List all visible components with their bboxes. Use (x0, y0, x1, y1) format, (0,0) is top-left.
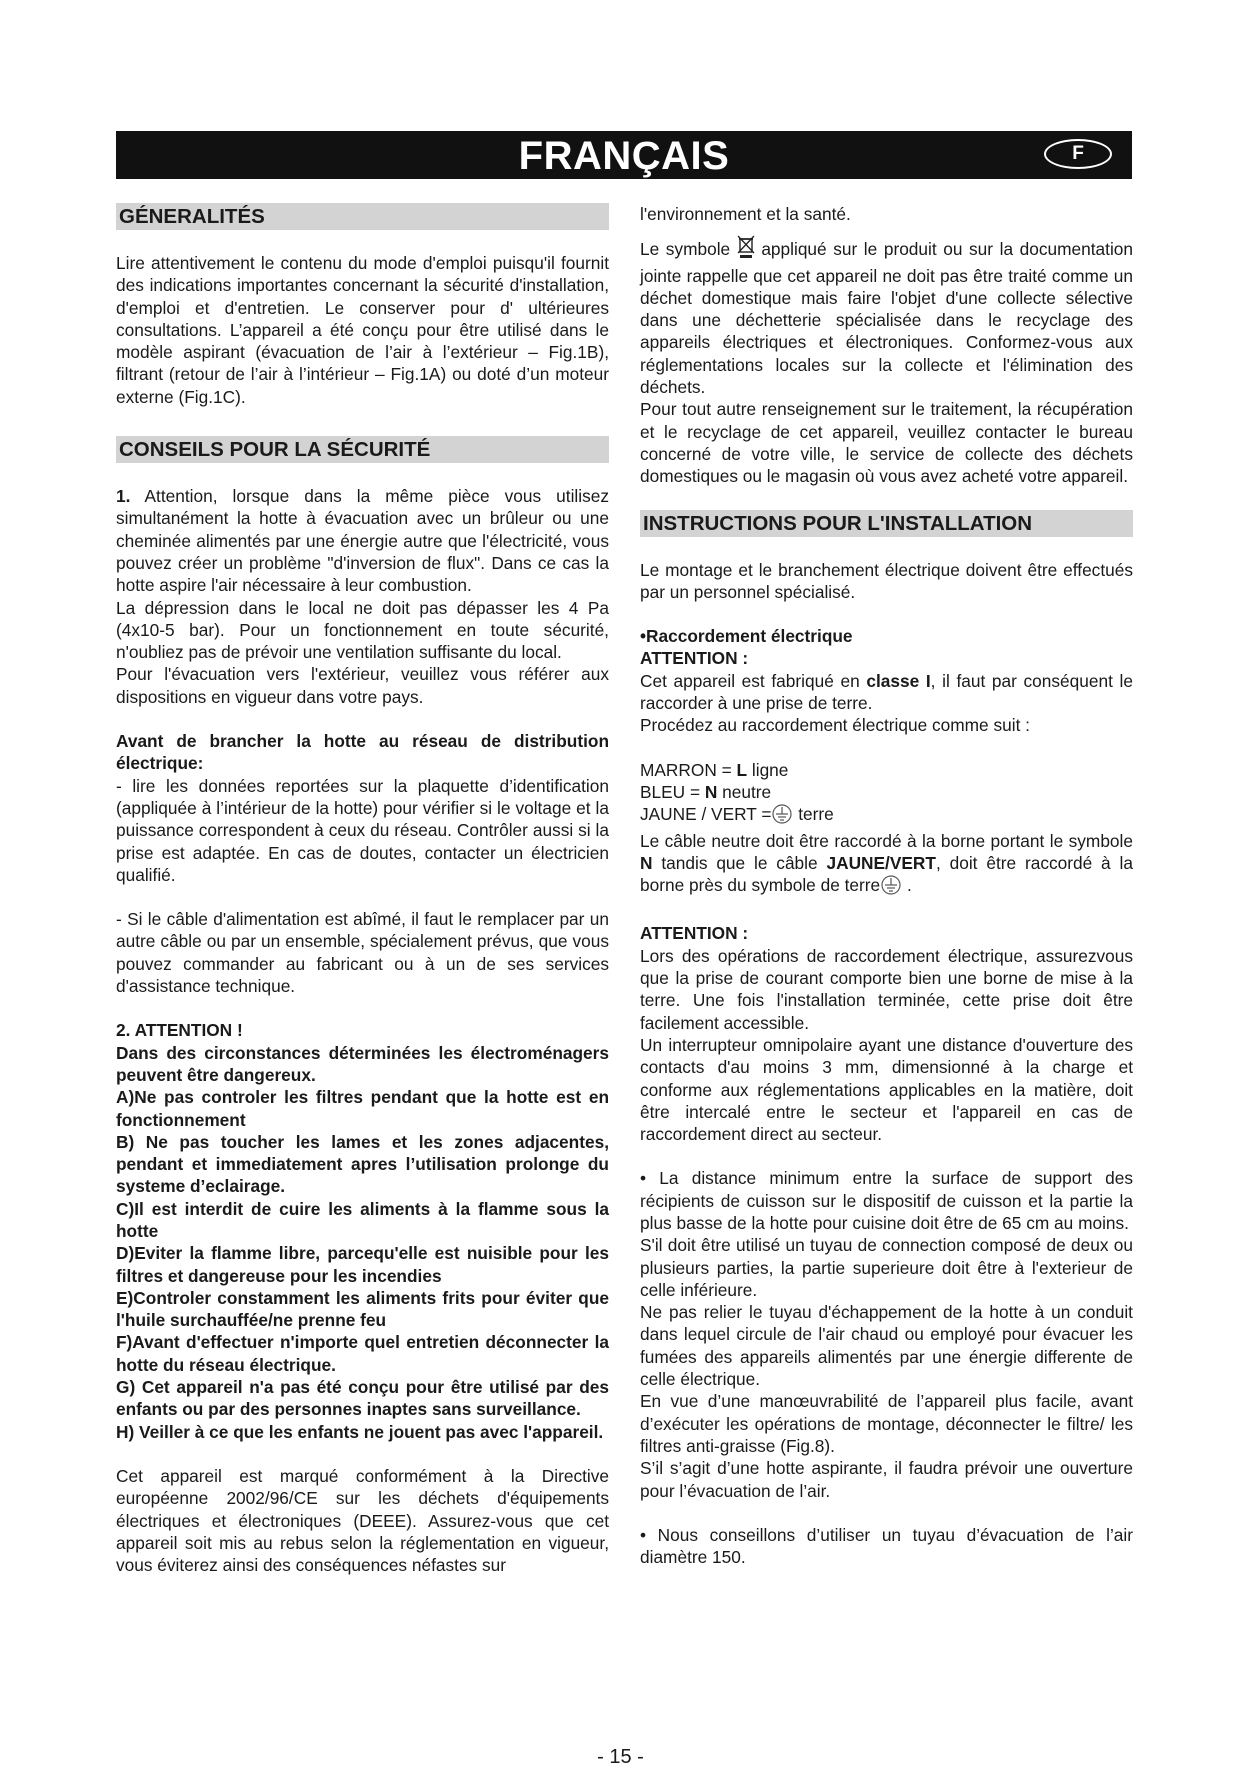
attention-item: A)Ne pas controler les filtres pendant que la hotte est en fonctionnement (116, 1087, 609, 1130)
avant-brancher-text: - lire les données reportées sur la plaquette d’identification (appliquée à l’intérieur de la hotte) pour vérifier si le voltage et la puissance correspondent à ceux du réseau. Contrôler aussi si la prise est adaptée. En cas de doutes, contacter un électricien qualifié. (116, 775, 609, 885)
wire-bleu (640, 781, 1133, 803)
symbole-paragraph (640, 235, 1133, 398)
page-number: - 15 - (597, 1746, 644, 1768)
wire-desc: ligne (751, 759, 789, 780)
securite-p1-text: Attention, lorsque dans la même pièce vous utilisez simultanément la hotte à évacuation avec un brûleur ou une cheminée alimentés par une énergie autre que l'électricité, vous pouvez créer un problème "d'inversion de flux". Dans ce cas la hotte aspire l'air nécessaire à leur combustion. (116, 486, 609, 596)
classe-label: classe I (866, 670, 931, 691)
fabrique-end: , il faut par conséquent le raccorder à une prise de terre. (640, 670, 1133, 714)
relier-text: Ne pas relier le tuyau d'échappement de la hotte à un conduit dans lequel circule de l'air chaud ou employé pour évacuer les fumées des appareils alimentés par une énergie differente de celle électrique. (640, 1302, 1133, 1390)
attention-2-title: 2. ATTENTION ! (116, 1020, 243, 1041)
neutre-n: N (640, 852, 653, 873)
language-badge: F (1044, 139, 1112, 169)
wire-label: JAUNE / VERT = (640, 804, 772, 825)
wire-label: MARRON = (640, 759, 732, 780)
wire-marron (640, 759, 1133, 781)
wire-jaune-vert (640, 803, 1133, 829)
securite-paragraph-2: La dépression dans le local ne doit pas dépasser les 4 Pa (4x10-5 bar). Pour un fonctionnement en toute sécurité, n'oubliez pas de prévoir une ventilation suffisante du local. (116, 597, 609, 663)
neutre-mid: tandis que le câble (661, 852, 818, 873)
manoeuvre-text: En vue d’une manœuvrabilité de l’appareil plus facile, avant d’exécuter les opérations de montage, déconnecter le filtre/ les filtres anti-graisse (Fig.8). (640, 1391, 1133, 1456)
right-column (640, 203, 1133, 1568)
deee-text: Cet appareil est marqué conformément à la Directive européenne 2002/96/CE sur les déchets d'équipements électriques et électroniques (DEEE). Assurez-vous que cet appareil soit mis au rebus selon la réglementation en vigueur, vous éviterez ainsi des conséquences néfastes sur (116, 1465, 609, 1576)
left-column (116, 203, 609, 1576)
fabrique-text (640, 670, 1133, 715)
attention-item: B) Ne pas toucher les lames et les zones adjacentes, pendant et immediatement apres l’utilisation prolonge du systeme d’eclairage. (116, 1131, 609, 1197)
attention-item: D)Eviter la flamme libre, parcequ'elle est nuisible pour les filtres et dangereuse pour les incendies (116, 1243, 609, 1286)
language-title: FRANÇAIS (518, 134, 730, 178)
fabrique-start: Cet appareil est fabriqué en (640, 670, 860, 691)
weee-bin-icon (737, 235, 755, 264)
language-banner (116, 131, 1132, 179)
symbole-rest: appliqué sur le produit ou sur la documentation jointe rappelle que cet appareil ne doit pas être traité comme un déchet domestique mais faire l'objet d'une collecte sélective dans une déchetterie spécialisée dans le recyclage des appareils électriques et électroniques. Conformez-vous aux réglementations locales sur la collecte et l'élimination des déchets. (640, 239, 1133, 398)
conseil-text: • Nous conseillons d’utiliser un tuyau d’évacuation de l’air diamètre 150. (640, 1524, 1133, 1568)
symbole-start: Le symbole (640, 239, 731, 260)
neutre-end: , doit être raccordé à la borne près du symbole de terre (640, 852, 1133, 896)
attention-item: G) Cet appareil n'a pas été conçu pour être utilisé par des enfants ou par des personnes inaptes sans surveillance. (116, 1377, 609, 1420)
neutre-text (640, 830, 1133, 901)
section-heading-generalites: GÉNERALITÉS (116, 203, 609, 230)
earth-ground-icon (880, 875, 902, 900)
attention-item: C)Il est interdit de cuire les aliments à la flamme sous la hotte (116, 1198, 609, 1241)
renseignement-text: Pour tout autre renseignement sur le traitement, la récupération et le recyclage de cet appareil, veuillez contacter le bureau concerné de votre ville, le service de collecte des déchets domestiques ou le magasin où vous avez acheté votre appareil. (640, 399, 1133, 487)
item-number: 1. (116, 486, 131, 507)
attention-item: H) Veiller à ce que les enfants ne jouent pas avec l'appareil. (116, 1421, 604, 1442)
wire-label: BLEU = (640, 781, 701, 802)
section-heading-securite: CONSEILS POUR LA SÉCURITÉ (116, 436, 609, 463)
procedez-text: Procédez au raccordement électrique comme suit : (640, 715, 1030, 736)
interrupteur-text: Un interrupteur omnipolaire ayant une distance d'ouverture des contacts d'au moins 3 mm, dimensionné à la charge et conforme aux réglementations applicables en la matière, doit être intercalé entre le secteur et l'appareil en cas de raccordement direct au secteur. (640, 1034, 1133, 1145)
securite-paragraph-1 (116, 485, 609, 596)
cable-text: - Si le câble d'alimentation est abîmé, il faut le remplacer par un autre câble ou par un ensemble, spécialement prévus, que vous pouvez commander au fabricant ou à un de ses services d'assistance technique. (116, 909, 609, 997)
wire-code: L (736, 759, 748, 780)
operations-text: Lors des opérations de raccordement électrique, assurezvous que la prise de courant comporte bien une borne de mise à la terre. Une fois l'installation terminée, cette prise doit être facilement accessible. (640, 945, 1133, 1033)
aspirante-text: S’il s’agit d’une hotte aspirante, il faudra prévoir une ouverture pour l’évacuation de l’air. (640, 1458, 1133, 1501)
attention-label: ATTENTION : (640, 648, 749, 669)
distance-text: • La distance minimum entre la surface de support des récipients de cuisson sur le dispositif de cuisson et la partie la plus basse de la hotte pour cuisine doit être de 65 cm au moins. (640, 1168, 1133, 1233)
securite-paragraph-3: Pour l'évacuation vers l'extérieur, veuillez vous référer aux dispositions en vigueur dans votre pays. (116, 664, 609, 707)
wire-code: N (704, 781, 718, 802)
earth-ground-icon (771, 804, 793, 829)
neutre-dot: . (906, 875, 912, 896)
attention-item: F)Avant d'effectuer n'importe quel entretien déconnecter la hotte du réseau électrique. (116, 1332, 609, 1375)
attention-label-2: ATTENTION : (640, 923, 749, 944)
section-heading-installation: INSTRUCTIONS POUR L'INSTALLATION (640, 510, 1133, 537)
raccordement-title: •Raccordement électrique (640, 626, 853, 647)
wire-desc: neutre (722, 781, 772, 802)
neutre-start: Le câble neutre doit être raccordé à la borne portant le symbole (640, 830, 1133, 851)
environnement-text: l'environnement et la santé. (640, 204, 851, 224)
wire-desc: terre (798, 804, 834, 825)
attention-item: E)Controler constamment les aliments frits pour éviter que l'huile surchauffée/ne prenne feu (116, 1287, 609, 1331)
attention-item: Dans des circonstances déterminées les électroménagers peuvent être dangereux. (116, 1042, 609, 1085)
generalites-text: Lire attentivement le contenu du mode d'emploi puisqu'il fournit des indications importantes concernant la sécurité d'installation, d'emploi et d'entretien. Le conserver pour d' ultérieures consultations. L’appareil a été conçu pour être utilisé dans le modèle aspirant (évacuation de l’air à l’extérieur – Fig.1B), filtrant (retour de l’air à l’intérieur – Fig.1A) ou doté d’un moteur externe (Fig.1C). (116, 253, 609, 407)
tuyau-text: S'il doit être utilisé un tuyau de connection composé de deux ou plusieurs parties, la partie superieure doit être à l'exterieur de celle inférieure. (640, 1235, 1133, 1300)
avant-brancher-heading: Avant de brancher la hotte au réseau de distribution électrique: (116, 731, 609, 774)
neutre-jv: JAUNE/VERT (826, 852, 936, 873)
montage-text: Le montage et le branchement électrique doivent être effectués par un personnel spécialisé. (640, 559, 1133, 602)
